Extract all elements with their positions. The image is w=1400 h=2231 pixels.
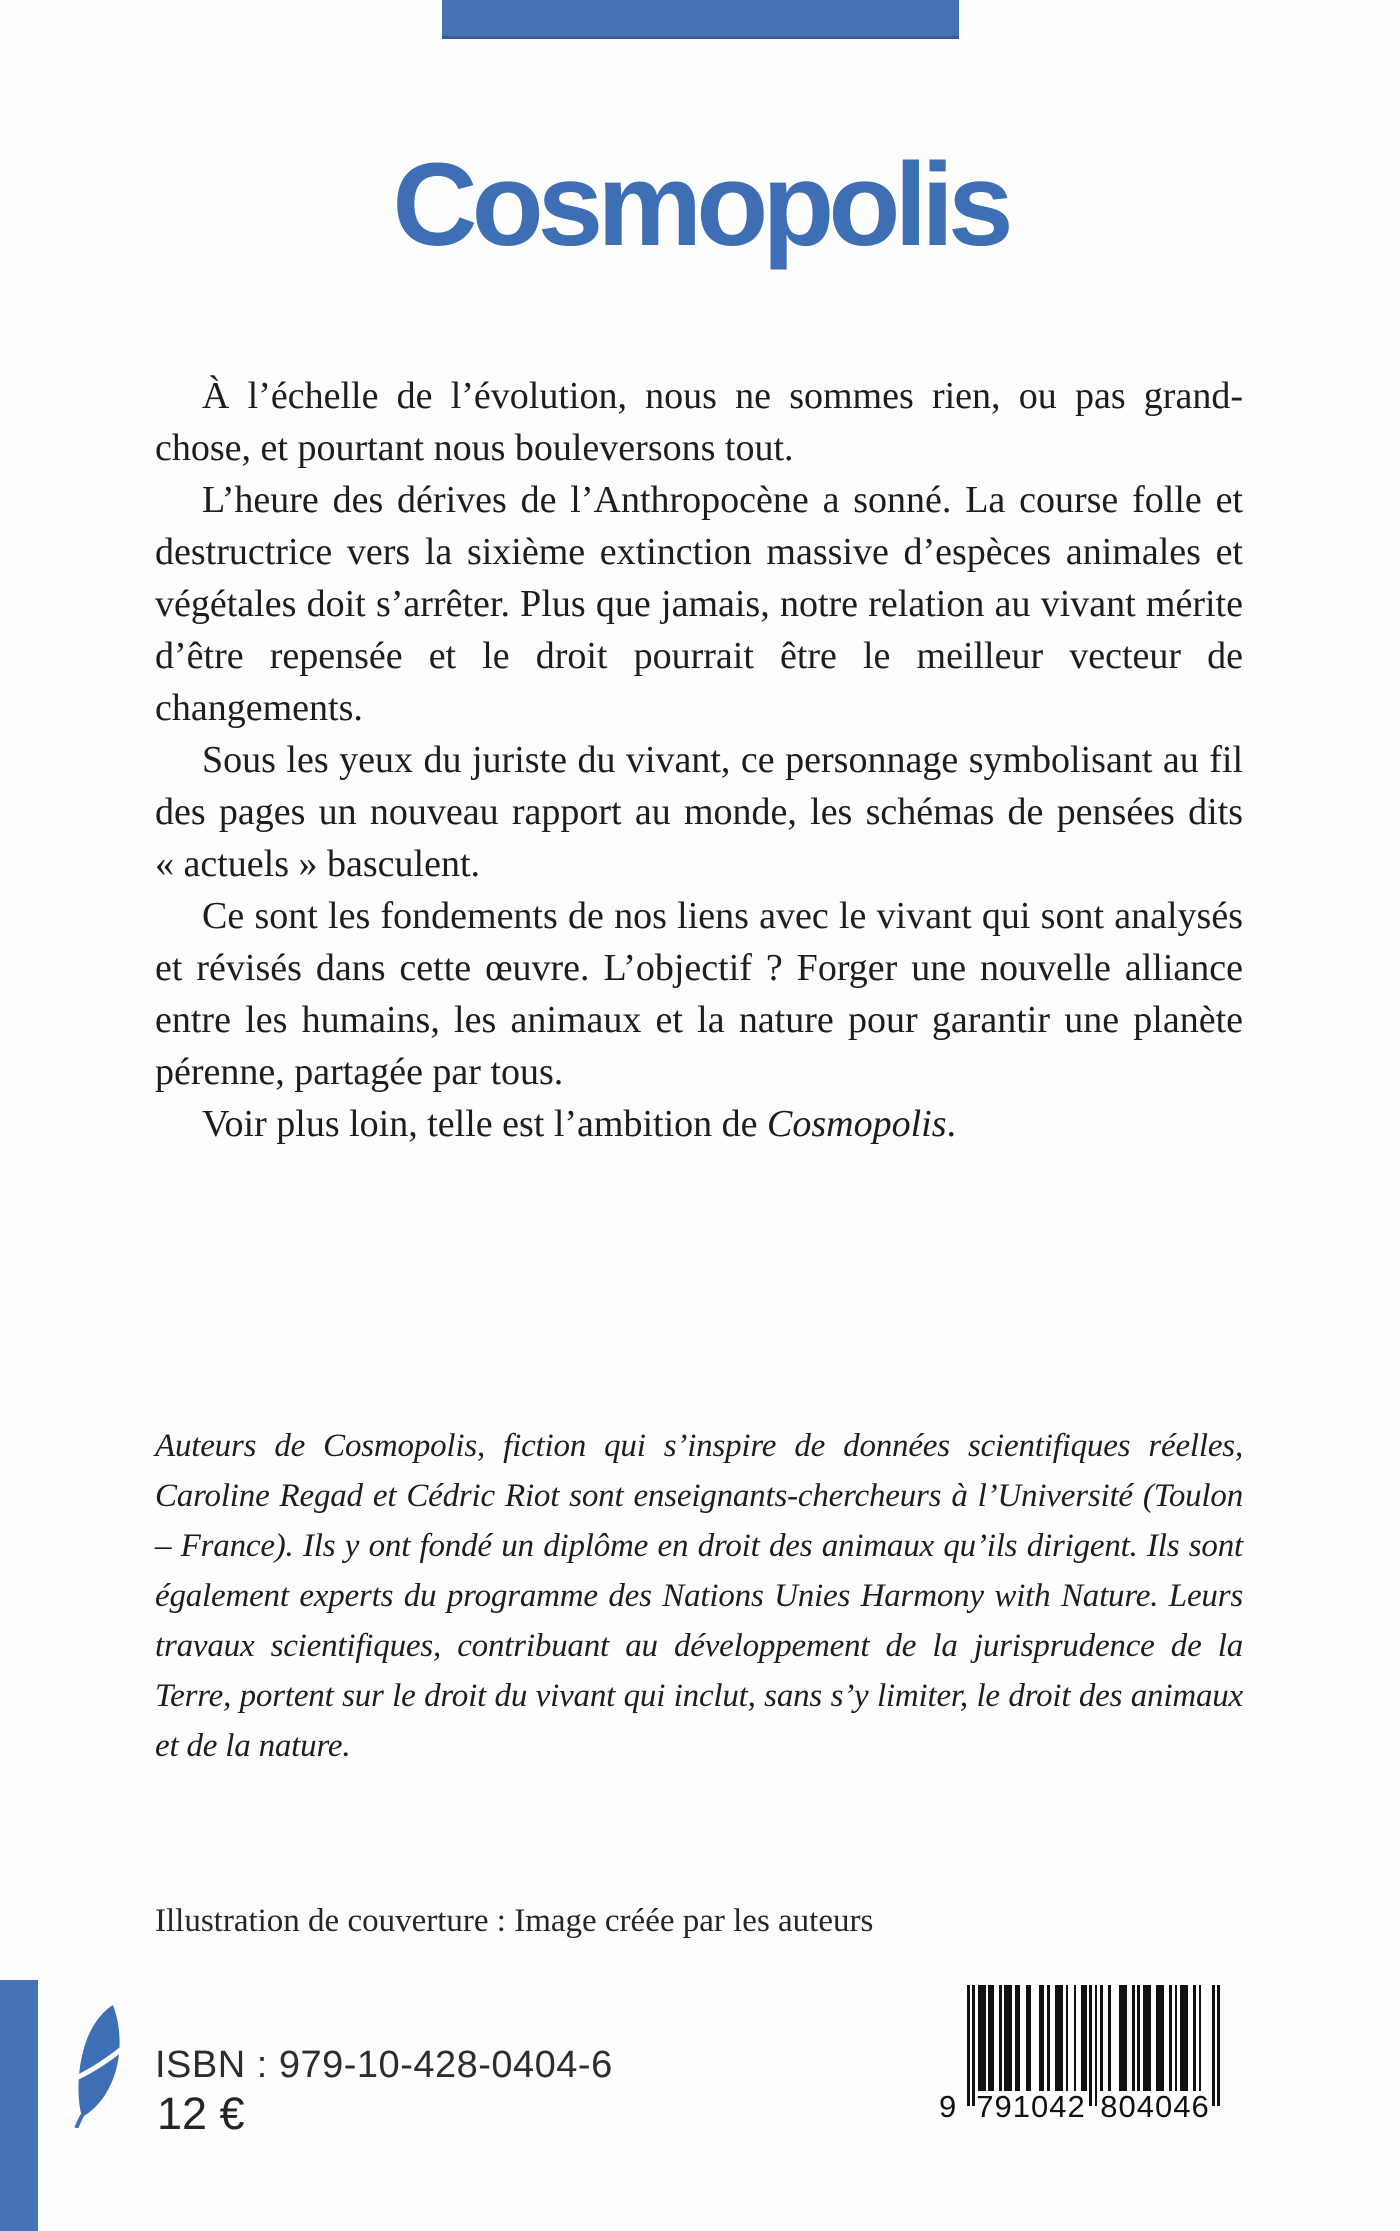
top-accent-bar <box>442 0 959 39</box>
price-label: 12 € <box>157 2088 245 2139</box>
synopsis-paragraph: À l’échelle de l’évolution, nous ne sommes rien, ou pas grand-chose, et pourtant nous bouleversons tout. <box>155 375 1243 469</box>
barcode <box>939 1985 1221 2130</box>
barcode-bar <box>1180 1985 1188 2091</box>
feather-quill-icon <box>66 2004 130 2128</box>
barcode-bar <box>1143 1985 1151 2091</box>
barcode-group2: 804046 <box>1100 2089 1210 2124</box>
synopsis-paragraph: L’heure des dérives de l’Anthropocène a sonné. La course folle et destructrice vers la sixième extinction massive d’espèces animales et végétales doit s’arrêter. Plus que jamais, notre relation au vivant mérite d’être repensée et le droit pourrait être le meilleur vecteur de changements. <box>155 479 1243 729</box>
barcode-bar <box>1055 1985 1063 2091</box>
barcode-space <box>1031 1985 1039 2091</box>
book-title: Cosmopolis <box>392 139 1008 271</box>
synopsis <box>155 370 1243 1150</box>
barcode-bar <box>1156 1985 1164 2091</box>
barcode-space <box>1111 1985 1119 2091</box>
synopsis-paragraph: Voir plus loin, telle est l’ambition de Cosmopolis. <box>202 1103 956 1145</box>
barcode-space <box>1201 1985 1212 2091</box>
barcode-bar <box>1004 1985 1012 2091</box>
barcode-bar <box>1119 1985 1127 2091</box>
spine-accent-bar <box>0 1980 38 2231</box>
barcode-bar <box>978 1985 986 2091</box>
authors-note: Auteurs de Cosmopolis, fiction qui s’inspire de données scientifiques réelles, Caroline Regad et Cédric Riot sont enseignants-chercheurs à l’Université (Toulon – France). Ils y ont fondé un diplôme en droit des animaux qu’ils dirigent. Ils sont également experts du programme des Nations Unies Harmony with Nature. Leurs travaux scientifiques, contribuant au développement de la jurisprudence de la Terre, portent sur le droit du vivant qui inclut, sans s’y limiter, le droit des animaux et de la nature. <box>155 1428 1243 1764</box>
cover-credit: Illustration de couverture : Image créée par les auteurs <box>155 1903 874 1939</box>
barcode-group1: 791042 <box>976 2089 1086 2124</box>
barcode-bars <box>967 1985 1220 2106</box>
barcode-lead-digit: 9 <box>939 2089 957 2124</box>
isbn-label: ISBN : 979-10-428-0404-6 <box>155 2044 613 2086</box>
barcode-bar <box>1217 1985 1220 2106</box>
synopsis-paragraph: Sous les yeux du juriste du vivant, ce personnage symbolisant au fil des pages un nouveau rapport au monde, les schémas de pensées dits « actuels » basculent. <box>155 739 1243 885</box>
synopsis-paragraph: Ce sont les fondements de nos liens avec le vivant qui sont analysés et révisés dans cette œuvre. L’objectif ? Forger une nouvelle alliance entre les humains, les animaux et la nature pour garantir une planète pérenne, partagée par tous. <box>155 895 1243 1093</box>
